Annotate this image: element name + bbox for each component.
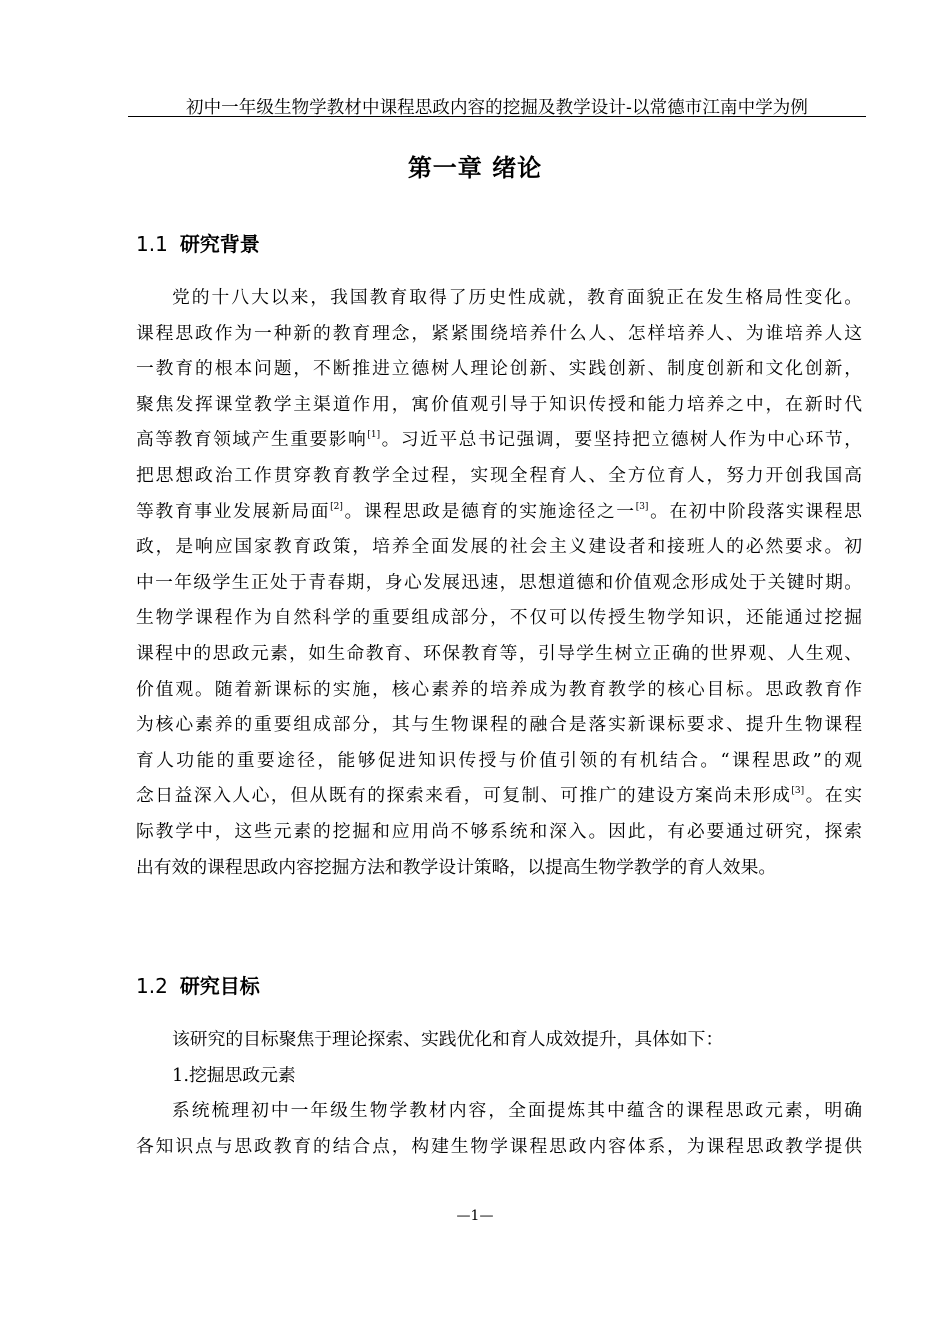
section-title: 研究背景: [179, 232, 260, 256]
paragraph-line: 聚焦发挥课堂教学主渠道作用，寓价值观引导于知识传授和能力培养之中，在新时代: [136, 393, 862, 415]
text-run: 。习近平总书记强调，要坚持把立德树人作为中心环节，: [380, 429, 862, 451]
paragraph-line: 党的十八大以来，我国教育取得了历史性成就，教育面貌正在发生格局性变化。: [172, 287, 862, 308]
paragraph-line: 际教学中，这些元素的挖掘和应用尚不够系统和深入。因此，有必要通过研究，探索: [136, 820, 862, 842]
paragraph-line: [136, 422, 862, 458]
paragraph-line: 育人功能的重要途径，能够促进知识传授与价值引领的有机结合。“课程思政”的观: [136, 749, 862, 771]
paragraph-line: 中一年级学生正处于青春期，身心发展迅速，思想道德和价值观念形成处于关键时期。: [136, 571, 862, 593]
citation-ref: [3]: [635, 501, 649, 512]
text-run: 念日益深入人心，但从既有的探索来看，可复制、可推广的建设方案尚未形成: [136, 785, 792, 807]
text-run: 。在实: [804, 785, 862, 807]
paragraph-line: 价值观。随着新课标的实施，核心素养的培养成为教育教学的核心目标。思政教育作: [136, 678, 862, 700]
paragraph-line: [136, 778, 862, 814]
paragraph-line: 该研究的目标聚焦于理论探索、实践优化和育人成效提升，具体如下：: [172, 1029, 724, 1050]
text-run: 等教育事业发展新局面: [136, 500, 331, 522]
paragraph-line: 各知识点与思政教育的结合点，构建生物学课程思政内容体系，为课程思政教学提供: [136, 1135, 862, 1157]
citation-ref: [3]: [791, 786, 805, 797]
list-item-title: 1.挖掘思政元素: [172, 1064, 296, 1086]
page-number: —1—: [456, 1208, 494, 1224]
paragraph-line: [136, 494, 862, 530]
section-title: 研究目标: [179, 974, 260, 998]
section-heading-1-2: [136, 970, 260, 999]
running-header: 初中一年级生物学教材中课程思政内容的挖掘及教学设计-以常德市江南中学为例: [185, 98, 808, 118]
section-number: 1.2: [136, 974, 168, 998]
section-1-1-body: [136, 280, 862, 885]
section-number: 1.1: [136, 232, 168, 256]
text-run: 。课程思政是德育的实施途径之一: [342, 500, 636, 522]
section-1-2-body: [136, 1022, 862, 1164]
paragraph-line: 政，是响应国家教育政策，培养全面发展的社会主义建设者和接班人的必然要求。初: [136, 536, 862, 558]
chapter-title: 第一章 绪论: [407, 154, 543, 182]
paragraph-line: 出有效的课程思政内容挖掘方法和教学设计策略，以提高生物学教学的育人效果。: [136, 856, 777, 878]
paragraph-line: 课程中的思政元素，如生命教育、环保教育等，引导学生树立正确的世界观、人生观、: [136, 642, 862, 664]
paragraph-line: 生物学课程作为自然科学的重要组成部分，不仅可以传授生物学知识，还能通过挖掘: [136, 607, 862, 629]
paragraph-line: 系统梳理初中一年级生物学教材内容，全面提炼其中蕴含的课程思政元素，明确: [172, 1100, 862, 1122]
citation-ref: [2]: [330, 501, 343, 512]
text-run: 高等教育领域产生重要影响: [136, 429, 368, 451]
paragraph-line: 课程思政作为一种新的教育理念，紧紧围绕培养什么人、怎样培养人、为谁培养人这: [136, 322, 862, 344]
paragraph-line: 把思想政治工作贯穿教育教学全过程，实现全程育人、全方位育人，努力开创我国高: [136, 464, 862, 486]
paragraph-line: 为核心素养的重要组成部分，其与生物课程的融合是落实新课标要求、提升生物课程: [136, 714, 862, 736]
paragraph-line: 一教育的根本问题，不断推进立德树人理论创新、实践创新、制度创新和文化创新，: [136, 358, 862, 380]
header-rule: [128, 116, 866, 117]
citation-ref: [1]: [367, 430, 381, 441]
text-run: 。在初中阶段落实课程思: [648, 500, 862, 522]
section-heading-1-1: [136, 228, 260, 257]
